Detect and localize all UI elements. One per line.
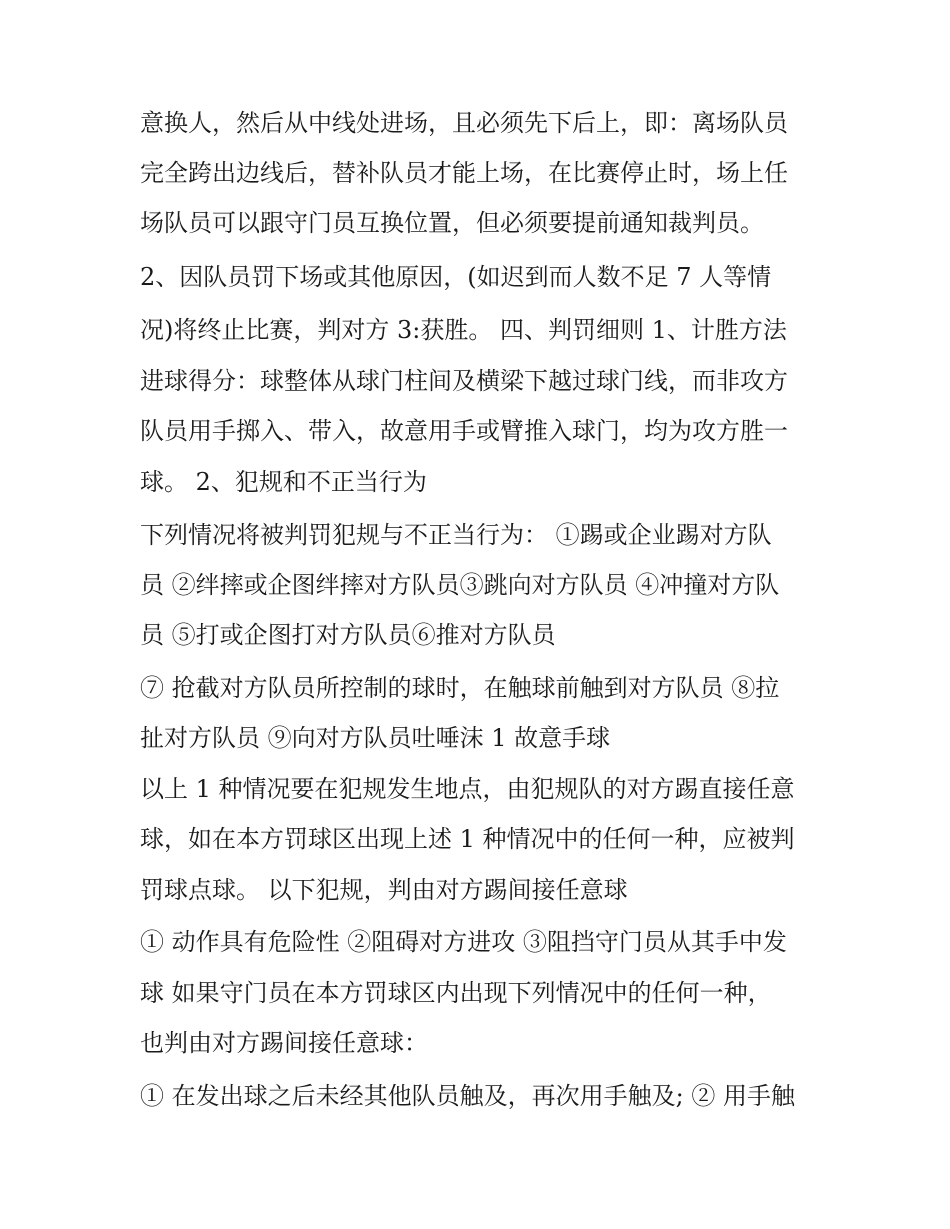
text-line: 员 ②绊摔或企图绊摔对方队员③跳向对方队员 ④冲撞对方队 [140, 571, 780, 599]
text-line: 员 ⑤打或企图打对方队员⑥推对方队员 [140, 621, 556, 649]
text-line: 场队员可以跟守门员互换位置，但必须要提前通知裁判员。 [140, 209, 764, 237]
text-line: 2、因队员罚下场或其他原因，(如迟到而人数不足 7 人等情 [140, 263, 772, 291]
text-line: 队员用手掷入、带入，故意用手或臂推入球门，均为攻方胜一 [140, 417, 788, 445]
text-line: 意换人，然后从中线处进场，且必须先下后上，即：离场队员 [140, 109, 788, 137]
text-line: 下列情况将被判罚犯规与不正当行为： ①踢或企业踢对方队 [140, 521, 772, 549]
text-line: 球。 2、犯规和不正当行为 [140, 468, 427, 496]
text-line: ⑦ 抢截对方队员所控制的球时，在触球前触到对方队员 ⑧拉 [140, 674, 780, 702]
text-line: 进球得分：球整体从球门柱间及横梁下越过球门线，而非攻方 [140, 367, 788, 395]
text-line: 况)将终止比赛，判对方 3:获胜。 四、判罚细则 1、计胜方法 [140, 316, 787, 344]
text-line: 完全跨出边线后，替补队员才能上场，在比赛停止时，场上任 [140, 159, 788, 187]
text-line: 以上 1 种情况要在犯规发生地点，由犯规队的对方踢直接任意 [140, 775, 795, 803]
text-line: 也判由对方踢间接任意球： [140, 1029, 428, 1057]
text-line: ① 在发出球之后未经其他队员触及，再次用手触及; ② 用手触 [140, 1082, 795, 1110]
text-line: 扯对方队员 ⑨向对方队员吐唾沫 1 故意手球 [140, 724, 611, 752]
text-line: 罚球点球。 以下犯规，判由对方踢间接任意球 [140, 876, 628, 904]
text-line: 球，如在本方罚球区出现上述 1 种情况中的任何一种，应被判 [140, 825, 795, 853]
text-line: ① 动作具有危险性 ②阻碍对方进攻 ③阻挡守门员从其手中发 [140, 928, 787, 956]
text-line: 球 如果守门员在本方罚球区内出现下列情况中的任何一种， [140, 979, 772, 1007]
